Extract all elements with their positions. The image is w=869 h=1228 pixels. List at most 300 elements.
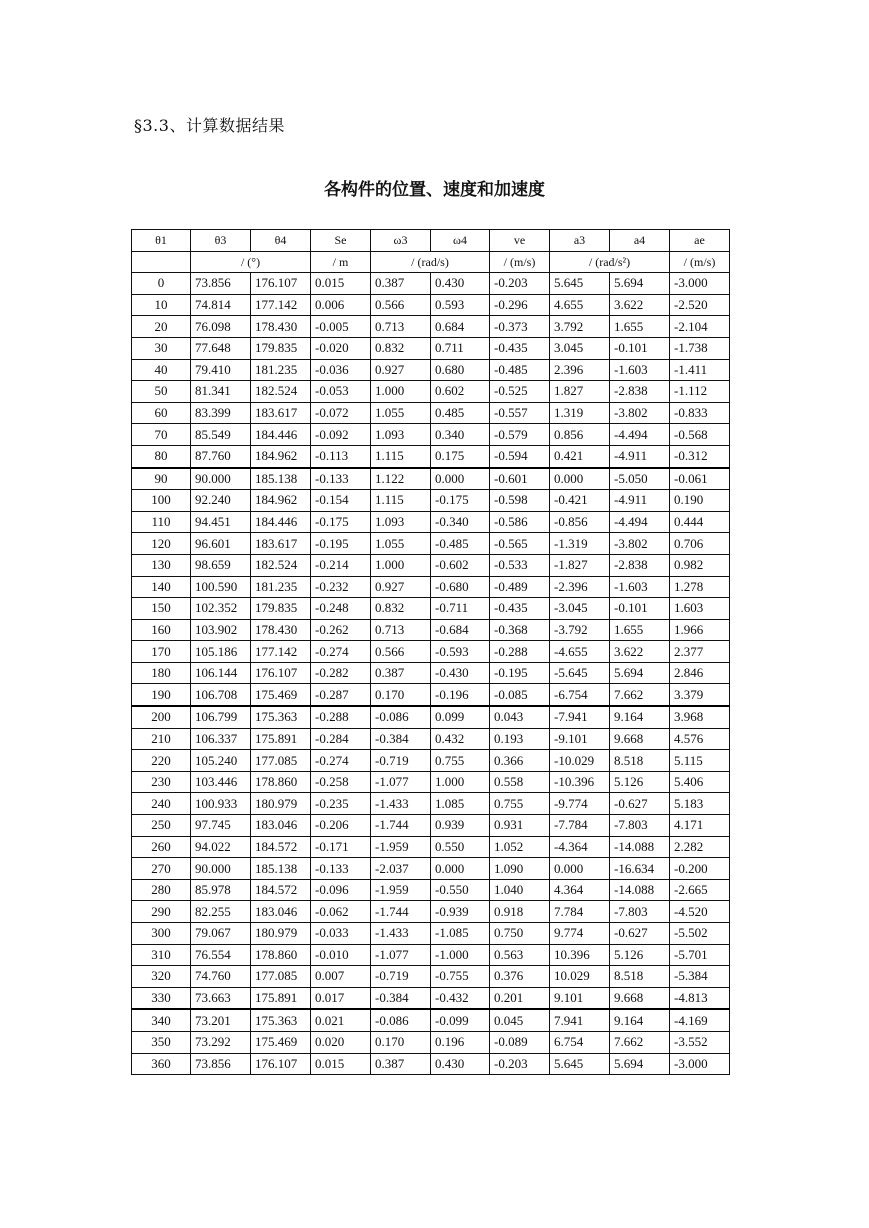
table-cell: -4.169 <box>670 1009 730 1031</box>
table-cell: 87.760 <box>191 445 251 467</box>
table-cell: 0.387 <box>371 662 431 684</box>
table-cell: 50 <box>132 381 191 403</box>
table-cell: 0.566 <box>371 641 431 663</box>
table-cell: 100 <box>132 490 191 512</box>
table-row <box>132 641 730 663</box>
table-cell: 184.446 <box>251 511 311 533</box>
table-cell: -0.856 <box>550 511 610 533</box>
table-cell: 1.827 <box>550 381 610 403</box>
table-cell: 0.175 <box>431 445 490 467</box>
table-cell: 2.377 <box>670 641 730 663</box>
table-cell: -0.133 <box>311 858 371 880</box>
table-row <box>132 445 730 467</box>
table-cell: 170 <box>132 641 191 663</box>
table-cell: 85.549 <box>191 424 251 446</box>
header-cell: a3 <box>550 230 610 252</box>
table-cell: -0.719 <box>371 750 431 772</box>
table-cell: 103.902 <box>191 619 251 641</box>
table-cell: 1.055 <box>371 533 431 555</box>
table-cell: 320 <box>132 966 191 988</box>
table-cell: -0.287 <box>311 684 371 706</box>
table-cell: 94.022 <box>191 836 251 858</box>
table-row <box>132 944 730 966</box>
table-cell: -0.384 <box>371 728 431 750</box>
table-cell: 177.142 <box>251 294 311 316</box>
table-cell: -1.433 <box>371 923 431 945</box>
table-cell: -0.711 <box>431 598 490 620</box>
table-cell: 0.432 <box>431 728 490 750</box>
table-cell: 9.774 <box>550 923 610 945</box>
table-cell: 8.518 <box>610 750 670 772</box>
table-cell: 0.713 <box>371 316 431 338</box>
table-cell: -3.000 <box>670 273 730 295</box>
table-cell: 3.045 <box>550 337 610 359</box>
table-cell: -0.053 <box>311 381 371 403</box>
table-cell: -4.911 <box>610 445 670 467</box>
table-cell: -2.665 <box>670 879 730 901</box>
table-cell: 183.617 <box>251 402 311 424</box>
table-cell: 0.684 <box>431 316 490 338</box>
table-cell: 0.430 <box>431 1053 490 1075</box>
table-cell: 0.015 <box>311 273 371 295</box>
table-cell: 5.645 <box>550 1053 610 1075</box>
table-cell: 90 <box>132 468 191 490</box>
table-cell: 79.410 <box>191 359 251 381</box>
table-cell: 5.126 <box>610 771 670 793</box>
table-cell: -5.502 <box>670 923 730 945</box>
table-cell: 260 <box>132 836 191 858</box>
table-cell: 0.366 <box>490 750 550 772</box>
table-cell: -2.396 <box>550 576 610 598</box>
table-cell: 73.663 <box>191 987 251 1009</box>
table-cell: 120 <box>132 533 191 555</box>
table-cell: 0.563 <box>490 944 550 966</box>
table-cell: -4.655 <box>550 641 610 663</box>
table-cell: 102.352 <box>191 598 251 620</box>
header-cell: Se <box>311 230 371 252</box>
table-row <box>132 511 730 533</box>
table-cell: -0.601 <box>490 468 550 490</box>
table-cell: 0.387 <box>371 273 431 295</box>
table-cell: -10.396 <box>550 771 610 793</box>
table-cell: -0.232 <box>311 576 371 598</box>
unit-cell-ae: / (m/s) <box>670 251 730 273</box>
table-row <box>132 750 730 772</box>
table-cell: 2.396 <box>550 359 610 381</box>
table-cell: 106.799 <box>191 706 251 728</box>
table-cell: -0.089 <box>490 1031 550 1053</box>
table-cell: 0.444 <box>670 511 730 533</box>
table-cell: 77.648 <box>191 337 251 359</box>
table-cell: -10.029 <box>550 750 610 772</box>
table-cell: -4.911 <box>610 490 670 512</box>
table-cell: 1.055 <box>371 402 431 424</box>
table-cell: 230 <box>132 771 191 793</box>
table-cell: 4.655 <box>550 294 610 316</box>
table-cell: 184.572 <box>251 879 311 901</box>
table-cell: -0.525 <box>490 381 550 403</box>
table-cell: 183.617 <box>251 533 311 555</box>
table-cell: -1.411 <box>670 359 730 381</box>
table-cell: 81.341 <box>191 381 251 403</box>
table-cell: -2.520 <box>670 294 730 316</box>
table-cell: 270 <box>132 858 191 880</box>
table-cell: -0.296 <box>490 294 550 316</box>
table-cell: 1.000 <box>371 381 431 403</box>
table-cell: -1.077 <box>371 771 431 793</box>
table-cell: 176.107 <box>251 662 311 684</box>
table-row <box>132 359 730 381</box>
table-cell: 0.421 <box>550 445 610 467</box>
table-cell: 0.680 <box>431 359 490 381</box>
table-cell: 1.655 <box>610 316 670 338</box>
table-cell: 0.099 <box>431 706 490 728</box>
table-cell: -5.701 <box>670 944 730 966</box>
table-cell: -0.274 <box>311 641 371 663</box>
table-cell: 9.668 <box>610 987 670 1009</box>
table-cell: 1.093 <box>371 424 431 446</box>
table-cell: 177.142 <box>251 641 311 663</box>
table-cell: -0.627 <box>610 793 670 815</box>
table-cell: 3.622 <box>610 294 670 316</box>
table-cell: 0.000 <box>431 468 490 490</box>
table-cell: -0.195 <box>490 662 550 684</box>
table-cell: 0.000 <box>550 468 610 490</box>
table-cell: -0.175 <box>311 511 371 533</box>
table-cell: 210 <box>132 728 191 750</box>
table-cell: 0.566 <box>371 294 431 316</box>
table-cell: -0.373 <box>490 316 550 338</box>
table-cell: -1.077 <box>371 944 431 966</box>
table-cell: 1.090 <box>490 858 550 880</box>
table-cell: -0.485 <box>431 533 490 555</box>
table-cell: -0.101 <box>610 598 670 620</box>
table-cell: 182.524 <box>251 381 311 403</box>
table-cell: 82.255 <box>191 901 251 923</box>
table-cell: 5.126 <box>610 944 670 966</box>
table-cell: -14.088 <box>610 836 670 858</box>
table-cell: 0.020 <box>311 1031 371 1053</box>
table-cell: 181.235 <box>251 359 311 381</box>
table-cell: 60 <box>132 402 191 424</box>
table-cell: 0.832 <box>371 598 431 620</box>
table-cell: -9.101 <box>550 728 610 750</box>
table-cell: 0 <box>132 273 191 295</box>
table-cell: -5.050 <box>610 468 670 490</box>
table-cell: 7.662 <box>610 1031 670 1053</box>
table-cell: 0.558 <box>490 771 550 793</box>
table-cell: -1.319 <box>550 533 610 555</box>
table-cell: 90.000 <box>191 858 251 880</box>
table-cell: 184.962 <box>251 490 311 512</box>
table-cell: 0.376 <box>490 966 550 988</box>
table-cell: 180.979 <box>251 923 311 945</box>
table-cell: -5.384 <box>670 966 730 988</box>
table-cell: 1.000 <box>371 554 431 576</box>
table-row <box>132 836 730 858</box>
table-cell: -0.214 <box>311 554 371 576</box>
table-cell: -2.838 <box>610 381 670 403</box>
table-cell: 183.046 <box>251 815 311 837</box>
table-cell: 360 <box>132 1053 191 1075</box>
table-cell: -0.533 <box>490 554 550 576</box>
table-cell: 3.792 <box>550 316 610 338</box>
table-cell: 1.093 <box>371 511 431 533</box>
table-cell: 0.713 <box>371 619 431 641</box>
table-cell: 0.000 <box>431 858 490 880</box>
table-cell: 0.006 <box>311 294 371 316</box>
table-cell: 6.754 <box>550 1031 610 1053</box>
table-cell: -4.494 <box>610 511 670 533</box>
table-cell: 177.085 <box>251 966 311 988</box>
table-cell: 0.927 <box>371 359 431 381</box>
table-cell: -0.550 <box>431 879 490 901</box>
table-cell: 20 <box>132 316 191 338</box>
table-cell: -4.813 <box>670 987 730 1009</box>
table-cell: -1.959 <box>371 879 431 901</box>
table-cell: -0.092 <box>311 424 371 446</box>
table-cell: 1.278 <box>670 576 730 598</box>
table-cell: 310 <box>132 944 191 966</box>
table-cell: -0.680 <box>431 576 490 598</box>
table-cell: 0.755 <box>431 750 490 772</box>
table-cell: -0.368 <box>490 619 550 641</box>
table-cell: -0.579 <box>490 424 550 446</box>
table-cell: 79.067 <box>191 923 251 945</box>
table-cell: 0.430 <box>431 273 490 295</box>
table-cell: -0.274 <box>311 750 371 772</box>
unit-cell-alpha: / (rad/s²) <box>550 251 670 273</box>
table-cell: 330 <box>132 987 191 1009</box>
table-cell: 185.138 <box>251 468 311 490</box>
table-cell: 76.098 <box>191 316 251 338</box>
table-row <box>132 793 730 815</box>
table-cell: 1.052 <box>490 836 550 858</box>
header-cell: θ1 <box>132 230 191 252</box>
table-cell: -0.203 <box>490 273 550 295</box>
table-cell: 0.017 <box>311 987 371 1009</box>
table-cell: -0.203 <box>490 1053 550 1075</box>
table-cell: 105.240 <box>191 750 251 772</box>
table-cell: 70 <box>132 424 191 446</box>
table-cell: 0.832 <box>371 337 431 359</box>
table-cell: -3.045 <box>550 598 610 620</box>
table-cell: 4.364 <box>550 879 610 901</box>
table-cell: 0.755 <box>490 793 550 815</box>
table-cell: 0.982 <box>670 554 730 576</box>
table-cell: -0.099 <box>431 1009 490 1031</box>
table-cell: 10 <box>132 294 191 316</box>
table-row <box>132 879 730 901</box>
table-cell: 200 <box>132 706 191 728</box>
table-cell: -0.062 <box>311 901 371 923</box>
table-cell: -7.803 <box>610 901 670 923</box>
table-cell: 0.196 <box>431 1031 490 1053</box>
table-cell: 5.645 <box>550 273 610 295</box>
table-cell: 106.337 <box>191 728 251 750</box>
table-cell: -1.738 <box>670 337 730 359</box>
table-cell: 190 <box>132 684 191 706</box>
table-cell: 74.814 <box>191 294 251 316</box>
table-cell: 300 <box>132 923 191 945</box>
table-cell: 73.292 <box>191 1031 251 1053</box>
table-cell: 94.451 <box>191 511 251 533</box>
table-row <box>132 424 730 446</box>
table-cell: 280 <box>132 879 191 901</box>
table-cell: -0.593 <box>431 641 490 663</box>
table-cell: -4.364 <box>550 836 610 858</box>
data-table <box>131 229 730 1075</box>
table-title: 各构件的位置、速度和加速度 <box>324 180 545 200</box>
table-cell: -5.645 <box>550 662 610 684</box>
table-cell: -0.086 <box>371 706 431 728</box>
table-cell: 73.201 <box>191 1009 251 1031</box>
table-cell: -0.485 <box>490 359 550 381</box>
unit-cell-ve: / (m/s) <box>490 251 550 273</box>
table-cell: 184.962 <box>251 445 311 467</box>
table-cell: -0.258 <box>311 771 371 793</box>
table-cell: 0.856 <box>550 424 610 446</box>
table-cell: -0.598 <box>490 490 550 512</box>
table-cell: 0.711 <box>431 337 490 359</box>
table-row <box>132 1053 730 1075</box>
table-cell: -7.784 <box>550 815 610 837</box>
table-cell: 178.430 <box>251 619 311 641</box>
table-cell: -0.061 <box>670 468 730 490</box>
table-cell: -0.196 <box>431 684 490 706</box>
table-cell: -0.594 <box>490 445 550 467</box>
table-row <box>132 1009 730 1031</box>
table-cell: 103.446 <box>191 771 251 793</box>
table-row <box>132 337 730 359</box>
table-cell: -0.627 <box>610 923 670 945</box>
table-cell: 1.115 <box>371 490 431 512</box>
table-cell: -0.384 <box>371 987 431 1009</box>
table-cell: 240 <box>132 793 191 815</box>
section-heading: §3.3、计算数据结果 <box>134 116 285 135</box>
table-cell: -0.020 <box>311 337 371 359</box>
table-cell: 83.399 <box>191 402 251 424</box>
table-cell: 73.856 <box>191 273 251 295</box>
table-cell: -1.959 <box>371 836 431 858</box>
table-cell: 1.000 <box>431 771 490 793</box>
table-cell: 7.784 <box>550 901 610 923</box>
table-cell: 2.282 <box>670 836 730 858</box>
table-cell: -0.565 <box>490 533 550 555</box>
table-cell: -0.602 <box>431 554 490 576</box>
table-cell: 175.469 <box>251 1031 311 1053</box>
table-cell: 182.524 <box>251 554 311 576</box>
table-cell: 185.138 <box>251 858 311 880</box>
unit-cell-omega: / (rad/s) <box>371 251 490 273</box>
table-cell: -16.634 <box>610 858 670 880</box>
table-cell: 1.655 <box>610 619 670 641</box>
table-cell: 175.363 <box>251 1009 311 1031</box>
table-cell: -0.010 <box>311 944 371 966</box>
unit-cell-angle: / (°) <box>191 251 311 273</box>
table-row <box>132 402 730 424</box>
table-cell: 4.171 <box>670 815 730 837</box>
table-cell: 97.745 <box>191 815 251 837</box>
table-cell: -0.719 <box>371 966 431 988</box>
table-cell: 181.235 <box>251 576 311 598</box>
table-cell: 10.029 <box>550 966 610 988</box>
table-cell: -0.195 <box>311 533 371 555</box>
header-cell: ω4 <box>431 230 490 252</box>
table-cell: 183.046 <box>251 901 311 923</box>
table-cell: 184.572 <box>251 836 311 858</box>
table-cell: -9.774 <box>550 793 610 815</box>
table-cell: 5.406 <box>670 771 730 793</box>
table-cell: -0.171 <box>311 836 371 858</box>
table-cell: 10.396 <box>550 944 610 966</box>
table-cell: 175.363 <box>251 706 311 728</box>
table-row <box>132 815 730 837</box>
table-cell: 5.694 <box>610 1053 670 1075</box>
table-cell: -0.284 <box>311 728 371 750</box>
table-cell: -0.421 <box>550 490 610 512</box>
header-cell: a4 <box>610 230 670 252</box>
table-cell: 0.170 <box>371 684 431 706</box>
table-row <box>132 576 730 598</box>
table-row <box>132 706 730 728</box>
table-cell: 0.550 <box>431 836 490 858</box>
table-row <box>132 316 730 338</box>
table-cell: 1.115 <box>371 445 431 467</box>
table-cell: 178.430 <box>251 316 311 338</box>
table-cell: -0.288 <box>490 641 550 663</box>
table-row <box>132 381 730 403</box>
table-cell: 106.708 <box>191 684 251 706</box>
header-cell: θ4 <box>251 230 311 252</box>
table-cell: -0.175 <box>431 490 490 512</box>
table-cell: 180 <box>132 662 191 684</box>
table-cell: -0.684 <box>431 619 490 641</box>
table-cell: -1.603 <box>610 359 670 381</box>
table-cell: 140 <box>132 576 191 598</box>
table-cell: 0.485 <box>431 402 490 424</box>
table-cell: 0.201 <box>490 987 550 1009</box>
table-cell: 0.015 <box>311 1053 371 1075</box>
table-cell: 3.968 <box>670 706 730 728</box>
table-cell: -3.802 <box>610 533 670 555</box>
table-cell: -0.133 <box>311 468 371 490</box>
table-cell: 3.379 <box>670 684 730 706</box>
table-row <box>132 294 730 316</box>
table-cell: 0.387 <box>371 1053 431 1075</box>
table-cell: -0.005 <box>311 316 371 338</box>
table-cell: 0.193 <box>490 728 550 750</box>
table-cell: 0.007 <box>311 966 371 988</box>
table-cell: -0.206 <box>311 815 371 837</box>
table-cell: -0.430 <box>431 662 490 684</box>
table-cell: 1.603 <box>670 598 730 620</box>
table-cell: 7.941 <box>550 1009 610 1031</box>
table-row <box>132 468 730 490</box>
table-cell: 350 <box>132 1031 191 1053</box>
table-cell: 178.860 <box>251 944 311 966</box>
table-row <box>132 619 730 641</box>
table-cell: -0.288 <box>311 706 371 728</box>
table-row <box>132 662 730 684</box>
table-cell: 98.659 <box>191 554 251 576</box>
unit-row <box>132 251 730 273</box>
table-cell: 0.706 <box>670 533 730 555</box>
table-cell: -2.104 <box>670 316 730 338</box>
table-cell: 106.144 <box>191 662 251 684</box>
table-cell: 175.891 <box>251 728 311 750</box>
table-cell: -0.200 <box>670 858 730 880</box>
